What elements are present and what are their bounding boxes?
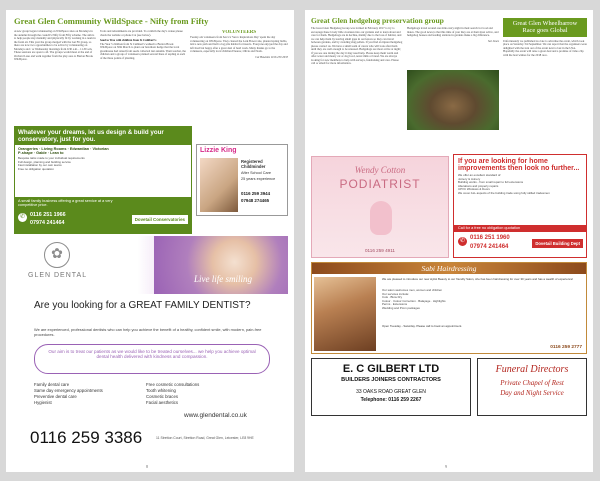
list-item: Hygienist — [34, 400, 52, 405]
hairdressing-intro: We are pleased to introduce our new stylist Beauty to our friendly Salon, she has been hairdressing for over 30 years and has a wealth of experience! — [382, 277, 574, 281]
dental-brand: GLEN DENTAL — [28, 272, 88, 279]
hairdressing-title-bar — [312, 263, 586, 274]
list-item: Facial aesthetics — [146, 400, 179, 405]
col2-heading: Seed to Tree with children from St Cuthbert's — [100, 38, 157, 42]
list-item: UPVC Windows & Doors — [458, 187, 490, 191]
article-col1: A new group began volunteering on WildSpace sites on Mondays in the autumn through the council's Nifty from Fifty scheme. The aim is to help people stay mentally and physically fit by working in a team in the fresh air. This year the group merged with the Get Fit group, so there are now two opportunities to be active by volunteering on Mondays and / or Wednesday mornings from 9.30 a.m. - 11.30 a.m. These sessions are open to all. The groups would meet at the end of Orchard Lane and walk together from the play area to Burton Brook WildSpace. — [14, 30, 96, 61]
list-item: Perms · Extensions — [382, 302, 408, 306]
hairdressing-footer: Open Tuesday - Saturday. Please call to book an appointment. — [382, 324, 463, 328]
childminder-ad — [196, 144, 288, 216]
dental-body: We are experienced, professional dentists who can help you achieve the benefit of a healthy, confident smile, with modern, pain-free procedures. — [34, 327, 262, 337]
list-item: Our services include: — [382, 291, 409, 296]
funeral-title: Funeral Directors — [495, 364, 569, 375]
dental-mission-box — [34, 344, 270, 374]
improvements-phone2: 07974 241464 — [470, 244, 509, 250]
list-item: Family dental care — [34, 382, 70, 387]
list-item: Fast installation by our own teams — [18, 163, 62, 167]
hairdressing-list — [382, 289, 582, 310]
list-item: Full design, planning and building service — [18, 159, 71, 164]
list-item: Colour · Colour Correction · Balayage · Highlights — [382, 298, 446, 303]
right-page — [305, 10, 593, 472]
wheelbarrow-article — [503, 18, 587, 158]
improvements-title2: improvements then look no further... — [458, 165, 580, 172]
dental-photo — [154, 236, 288, 294]
childminder-photo — [200, 158, 238, 212]
list-item: Our salon welcomes men, women and children — [382, 288, 443, 292]
improvements-quote: Call for a free no obligation quotation — [458, 226, 521, 230]
improvements-brand: Dovetail Building Dept — [532, 239, 583, 248]
hedgehog-body2: Hedgehogs travel around one mile every night in their search for food and mates. The good news is that this time of year they are at their most active, and hedgehog houses and feeding stations in gardens make a big difference. — [407, 27, 499, 37]
childminder-line1: Registered Childminder — [241, 159, 266, 169]
dental-slogan: Live life smiling — [194, 274, 252, 284]
podiatrist-name: Wendy Cotton — [354, 165, 406, 175]
childminder-phone1: 0116 259 3944 — [241, 191, 271, 196]
conservatory-headline: Whatever your dreams, let us design & build your conservatory, just for you. — [18, 129, 164, 143]
list-item: Building works - from small repair to full extensions — [458, 180, 524, 184]
list-item: Bespoke tailor-made to your individual requirements — [18, 156, 85, 160]
hedgehog-body: The Great Glen Hedgehog Group was formed in February 2017 to try to encourage these lovely little creatures into our gardens and to learn about and care for them. Hedgehogs are in decline, mainly due to the loss of habitat, and we can help them by leaving small gaps in our fences so they can travel between gardens, and by avoiding slug pellets. If you find an injured hedgehog please contact us. We have a small team of carers who will look after them until they are well enough to be released. Hedgehogs are most active at night; if you see one during the day it may need help. Please keep them warm and offer water and meaty cat or dog food, never milk or bread. We are always looking for new members to help with surveys, fundraising and care. Please call or email for more information. — [311, 27, 403, 65]
col3-body: Twenty-six volunteers from Serco's 'Serco Inspirations Day' spent the day volunteering on WildSpace. They cleared the Lark Bower site, planted spring bulbs, laid a new path and built a log pile habitat for insects. Everyone enjoyed the day and left tired but happy after a great deal of hard work. Many thanks go to the volunteers, especially local children Eleanor, Olivia and Noah. — [190, 35, 288, 53]
list-item: Alterations and property repairs — [458, 183, 499, 188]
col2-body: The Year 5 children from St Cuthbert's walked to Burton Brook WildSpace on 30th March to plant our hawthorn hedge that the local greenhouse had raised from seeds collected last autumn. Their teacher, the children and a group of volunteers planted several lines of sapling at each of the three points of planting. — [100, 41, 186, 60]
conservatory-phone1: 0116 251 1966 — [30, 212, 66, 218]
podiatrist-title: PODIATRIST — [339, 177, 421, 191]
improvements-title1: If you are looking for home — [458, 158, 548, 165]
page-number: 8 — [146, 464, 148, 469]
childminder-phone2: 07948 274465 — [241, 198, 270, 203]
left-page — [6, 10, 294, 472]
dental-website: www.glendental.co.uk — [184, 412, 247, 419]
list-item: We cover ALL aspects of the building trade using fully skilled tradesmen — [458, 190, 550, 195]
hedgehog-credit: Sal Jones — [488, 38, 499, 43]
conservatory-types: Orangeries · Living Rooms · Edwardian · Victorian — [18, 147, 109, 151]
podiatrist-phone: 0116 259 4911 — [365, 248, 395, 253]
dental-address: 11 Stretton Court, Stretton Road, Great Glen, Leicester, LE8 9HE — [156, 436, 254, 440]
dental-phone: 0116 259 3386 — [30, 428, 143, 447]
funeral-line1: Private Chapel of Rest — [500, 379, 564, 387]
improvements-quote-bar — [454, 225, 586, 232]
wheelbarrow-title: Great Glen Wheelbarrow Race goes Global — [512, 20, 578, 35]
tooth-icon: ✿ — [44, 242, 70, 268]
hairdressing-ad — [311, 262, 587, 354]
conservatory-banner — [15, 127, 191, 145]
improvements-phone1: 0116 251 1960 — [470, 235, 510, 241]
funeral-line2: Day and Night Service — [500, 389, 564, 397]
list-item: Cuts · Blow Dry — [382, 295, 403, 299]
improvements-ad — [453, 154, 587, 258]
article-col2 — [100, 30, 186, 140]
childminder-name: Lizzie King — [200, 147, 237, 154]
hairdressing-photo — [314, 277, 376, 351]
dental-banner — [14, 236, 288, 294]
list-item: Preventive dental care — [34, 394, 77, 399]
childminder-line3: 25 years experience — [241, 177, 276, 181]
list-item: Joinery & Joinery — [458, 176, 481, 181]
conservatory-footer: A small family business offering a great service at a very competitive price. — [18, 199, 113, 208]
hairdressing-phone: 0116 259 2777 — [550, 345, 582, 350]
gilbert-ad — [311, 358, 471, 416]
list-item: Wedding and Prom packages — [382, 305, 420, 310]
gilbert-phone: Telephone: 0116 259 2267 — [360, 397, 422, 403]
conservatory-footer-strip — [15, 197, 191, 233]
podiatrist-ad — [311, 156, 449, 258]
right-headline: Great Glen hedgehog preservation group — [311, 16, 444, 25]
volunteers-heading: VOLUNTEERS — [221, 30, 257, 35]
list-item: Free cosmetic consultations — [146, 382, 200, 387]
phone-icon: ✆ — [19, 214, 26, 220]
gilbert-address: 33 OAKS ROAD GREAT GLEN — [356, 389, 426, 395]
phone-icon: ✆ — [459, 238, 466, 244]
gilbert-trades: BUILDERS JOINERS CONTRACTORS — [341, 377, 441, 383]
col3-credit: Cat Hawkins 0116 259 2933 — [255, 54, 288, 59]
conservatory-phone2: 07974 241464 — [30, 220, 65, 226]
left-headline: Great Glen Community WildSpace - Nifty from Fifty — [14, 16, 209, 26]
article-col3 — [190, 30, 288, 140]
conservatory-types2: P-shape · Gable · Lean to — [18, 151, 64, 155]
hedgehog-photo — [407, 70, 499, 130]
improvements-list — [454, 178, 586, 196]
dental-services-a — [34, 382, 142, 406]
funeral-ad — [477, 358, 587, 416]
conservatory-bullets — [15, 157, 191, 171]
col2-top: Tools and refreshments are provided. To confirm the day's venue please check the website or phone Cat (see below). — [100, 30, 183, 37]
dental-mission: Our aim is to treat our patients as we would like to be treated ourselves... we help you achieve optimal dental health delivered with kindness and compassion. — [48, 349, 256, 360]
wheelbarrow-body: Unfortunately we published too late to advertise the event, which took place on Saturday 3rd September. We can report that the organisers were delighted with the turn out of the event next to last in the USA. Hopefully the event will raise a great deal and a promise of video clip with the best wishes for the 2018 race. — [503, 38, 587, 57]
conservatory-ad — [14, 126, 192, 234]
gilbert-name: E. C GILBERT LTD — [342, 363, 440, 375]
dental-headline: Are you looking for a GREAT FAMILY DENTIST? — [34, 300, 251, 311]
list-item: Tooth whitening — [146, 388, 176, 393]
conservatory-brand: Dovetail Conservatories — [132, 215, 188, 224]
list-item: Free no obligation quotation — [18, 166, 54, 171]
feet-icon — [370, 201, 392, 235]
dental-services-b — [146, 382, 256, 406]
childminder-line2: After School Care — [241, 171, 271, 175]
list-item: Same day emergency appointments — [34, 388, 103, 393]
hairdressing-title: Sabi Hairdressing — [421, 264, 477, 273]
wheelbarrow-title-box — [503, 18, 587, 37]
improvements-intro: We offer an excellent standard of: — [458, 173, 502, 177]
page-number: 9 — [445, 464, 447, 469]
list-item: Cosmetic braces — [146, 394, 178, 399]
